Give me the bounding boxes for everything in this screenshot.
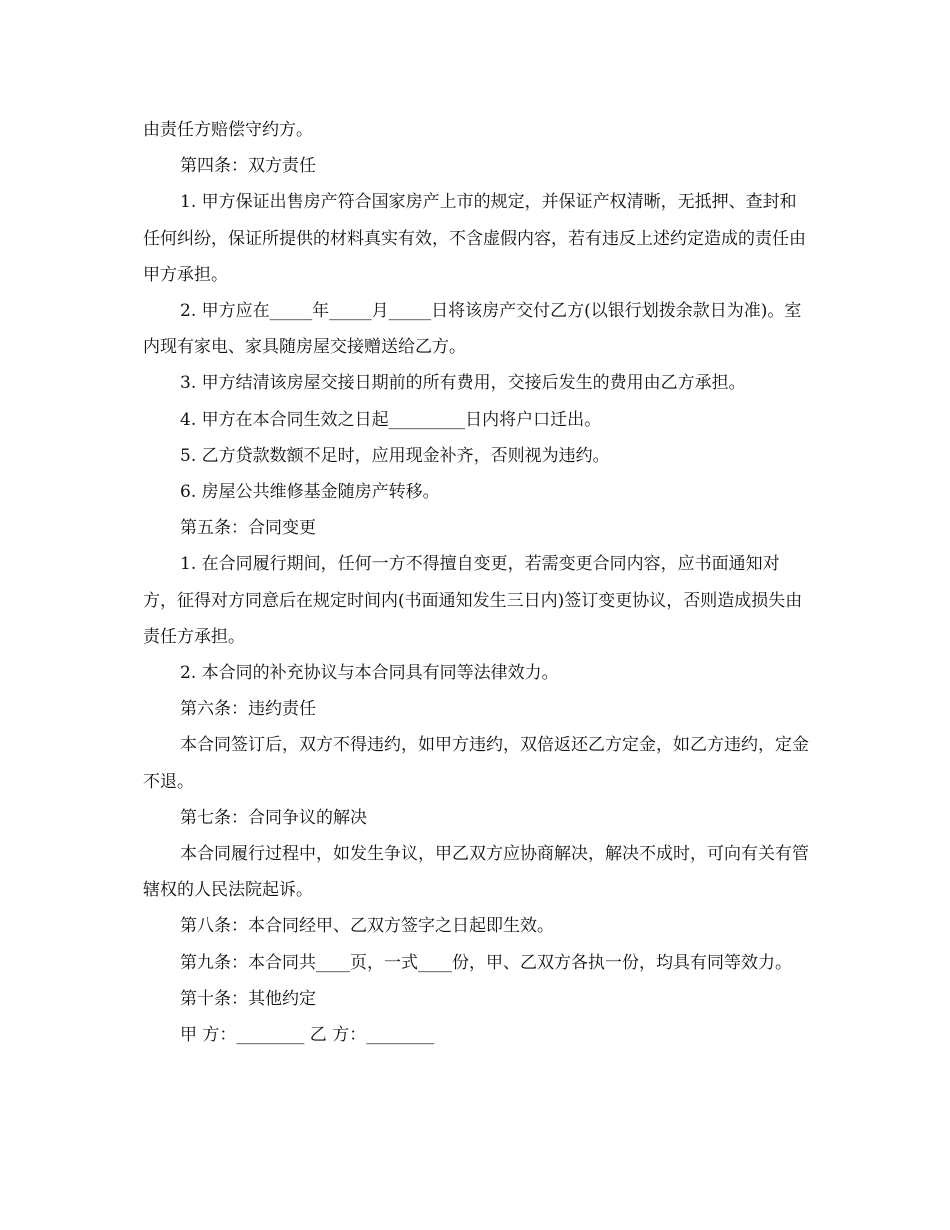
article-6-heading: 第六条：违约责任 (180, 699, 316, 720)
article-4-heading: 第四条：双方责任 (180, 156, 316, 177)
article-5-heading: 第五条：合同变更 (180, 518, 316, 539)
clause-3-continuation: 由责任方赔偿守约方。 (143, 120, 313, 140)
article-5-item-2: 2. 本合同的补充协议与本合同具有同等法律效力。 (180, 663, 559, 684)
article-7-body: 本合同履行过程中，如发生争议，甲乙双方应协商解决，解决不成时，可向有关有管辖权的人民法院起诉。 (143, 844, 809, 901)
article-5-item-1: 1. 在合同履行期间，任何一方不得擅自变更，若需变更合同内容，应书面通知对方，征得对方同意后在规定时间内(书面通知发生三日内)签订变更协议，否则造成损失由责任方承担。 (143, 554, 803, 647)
article-4-item-2: 2. 甲方应在_____年_____月_____日将该房产交付乙方(以银行划拨余款日为准)。室内现有家电、家具随房屋交接赠送给乙方。 (143, 301, 802, 358)
article-6-body: 本合同签订后，双方不得违约，如甲方违约，双倍返还乙方定金，如乙方违约，定金不退。 (143, 735, 809, 792)
article-8: 第八条：本合同经甲、乙双方签字之日起即生效。 (180, 916, 554, 937)
article-9: 第九条：本合同共____页，一式____份，甲、乙双方各执一份，均具有同等效力。 (180, 952, 792, 973)
article-4-item-4: 4. 甲方在本合同生效之日起_________日内将户口迁出。 (180, 409, 602, 430)
article-10-heading: 第十条：其他约定 (180, 988, 316, 1009)
article-7-heading: 第七条：合同争议的解决 (180, 807, 367, 828)
article-4-item-3: 3. 甲方结清该房屋交接日期前的所有费用，交接后发生的费用由乙方承担。 (180, 373, 746, 394)
contract-body (143, 112, 813, 1053)
article-4-item-1: 1. 甲方保证出售房产符合国家房产上市的规定，并保证产权清晰，无抵押、查封和任何纠纷，保证所提供的材料真实有效，不含虚假内容，若有违反上述约定造成的责任由甲方承担。 (143, 192, 806, 285)
signature-line: 甲 方：________ 乙 方：________ (180, 1025, 435, 1046)
article-4-item-6: 6. 房屋公共维修基金随房产转移。 (180, 482, 440, 503)
article-4-item-5: 5. 乙方贷款数额不足时，应用现金补齐，否则视为违约。 (180, 445, 610, 466)
